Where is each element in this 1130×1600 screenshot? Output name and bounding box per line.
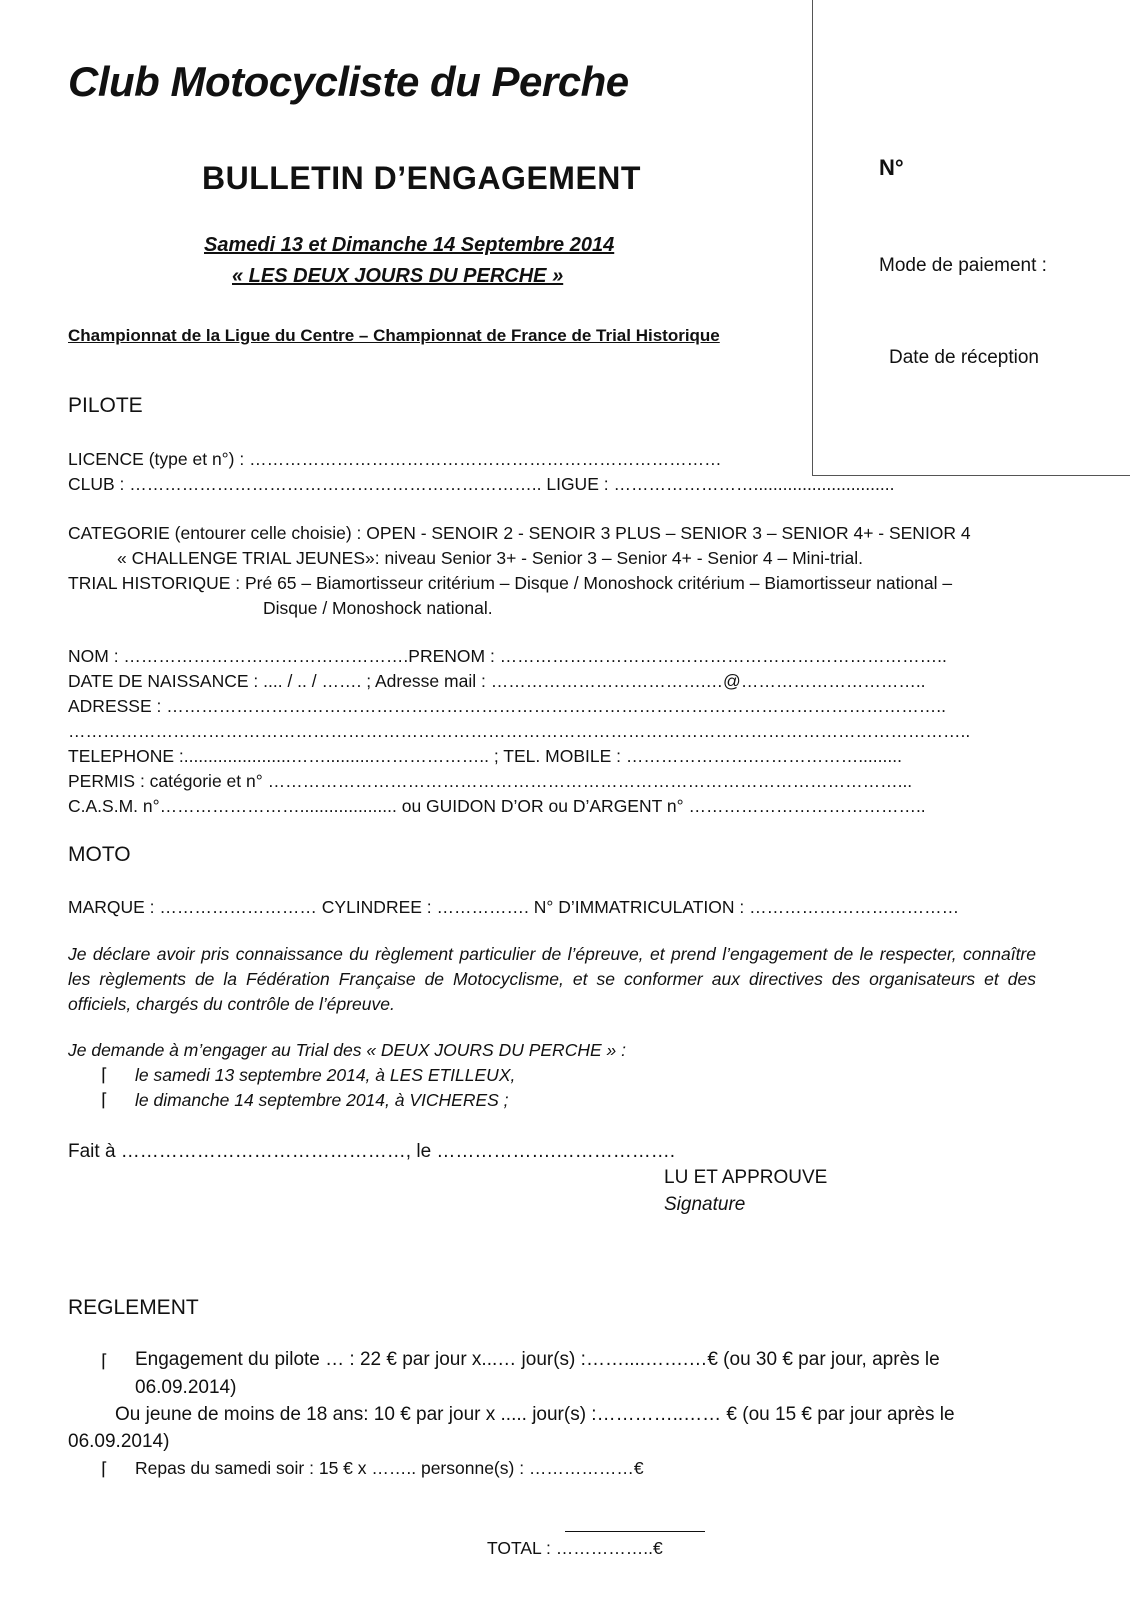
licence-field[interactable]: LICENCE (type et n°) : ……………………………………………………………………… xyxy=(68,449,722,469)
club-ligue-field[interactable]: CLUB : …………………………………………………………….. LIGUE : ……………………............................. xyxy=(68,474,895,494)
casm-field[interactable]: C.A.S.M. n°…………………….................... ou GUIDON D’OR ou D’ARGENT n° ………………………………….. xyxy=(68,796,926,816)
fee-pilote-date: 06.09.2014) xyxy=(135,1377,237,1398)
address-field-2[interactable]: ……………………………………………………………………………………………………………………………………….. xyxy=(68,721,971,741)
trial-historique-line-2: Disque / Monoshock national. xyxy=(263,598,493,618)
event-date: Samedi 13 et Dimanche 14 Septembre 2014 xyxy=(204,234,615,256)
total-rule xyxy=(565,1531,705,1532)
form-title: BULLETIN D’ENGAGEMENT xyxy=(202,160,641,196)
payment-mode-label: Mode de paiement : xyxy=(879,255,1047,276)
checkbox-saturday[interactable]: ⌈ xyxy=(101,1065,109,1085)
section-reglement: REGLEMENT xyxy=(68,1296,199,1319)
section-moto: MOTO xyxy=(68,843,131,866)
club-title: Club Motocycliste du Perche xyxy=(68,58,629,105)
reception-date-label: Date de réception xyxy=(889,347,1039,368)
nom-prenom-field[interactable]: NOM : ………………………………………….PRENOM : ………………………………………………………………….. xyxy=(68,646,947,666)
office-use-box xyxy=(812,0,1130,476)
signature-label: Signature xyxy=(664,1194,746,1215)
checkbox-sunday[interactable]: ⌈ xyxy=(101,1090,109,1110)
permis-field[interactable]: PERMIS : catégorie et n° ………………………………………………………………………………………………... xyxy=(68,771,913,791)
category-line: CATEGORIE (entourer celle choisie) : OPEN - SENOIR 2 - SENOIR 3 PLUS – SENIOR 3 – SENIOR 4+ - SENIOR 4 xyxy=(68,523,971,543)
engagement-intro: Je demande à m’engager au Trial des « DEUX JOURS DU PERCHE » : xyxy=(68,1040,626,1060)
section-pilote: PILOTE xyxy=(68,394,143,417)
registration-number-label: N° xyxy=(879,155,904,180)
day-sunday-label: le dimanche 14 septembre 2014, à VICHERES ; xyxy=(135,1090,509,1110)
challenge-jeunes-line: « CHALLENGE TRIAL JEUNES»: niveau Senior 3+ - Senior 3 – Senior 4+ - Senior 4 – Mini-trial. xyxy=(117,548,864,568)
lu-approuve: LU ET APPROUVE xyxy=(664,1167,828,1188)
event-name: « LES DEUX JOURS DU PERCHE » xyxy=(232,265,564,287)
fee-pilote-line[interactable]: Engagement du pilote … : 22 € par jour x...… jour(s) :……....…….…€ (ou 30 € par jour, après le xyxy=(135,1349,940,1370)
checkbox-repas[interactable]: ⌈ xyxy=(101,1459,109,1479)
repas-line[interactable]: Repas du samedi soir : 15 € x …….. personne(s) : ………………€ xyxy=(135,1458,644,1478)
fait-a-field[interactable]: Fait à ………………………………………, le ……………….………………. xyxy=(68,1141,675,1162)
day-saturday-label: le samedi 13 septembre 2014, à LES ETILLEUX, xyxy=(135,1065,516,1085)
fee-jeune-line[interactable]: Ou jeune de moins de 18 ans: 10 € par jour x ..... jour(s) :…………..…… € (ou 15 € par jour après le xyxy=(115,1404,955,1425)
checkbox-engagement-pilote[interactable]: ⌈ xyxy=(101,1351,109,1371)
trial-historique-line: TRIAL HISTORIQUE : Pré 65 – Biamortisseur critérium – Disque / Monoshock critérium – Biamortisseur national – xyxy=(68,573,953,593)
championship-line: Championnat de la Ligue du Centre – Championnat de France de Trial Historique xyxy=(68,326,720,345)
fee-jeune-date: 06.09.2014) xyxy=(68,1431,170,1452)
address-field[interactable]: ADRESSE : …………………………………………………………………………………………………………………….. xyxy=(68,696,946,716)
birthdate-email-field[interactable]: DATE DE NAISSANCE : .... / .. / ……. ; Adresse mail : ……………………………….…@………………………….. xyxy=(68,671,926,691)
moto-fields[interactable]: MARQUE : ……………………… CYLINDREE : ……………. N° D’IMMATRICULATION : ……………………………… xyxy=(68,897,960,917)
telephone-field[interactable]: TELEPHONE :......................……..........……………….. ; TEL. MOBILE : ………………….………………......... xyxy=(68,746,902,766)
declaration-text: Je déclare avoir pris connaissance du règlement particulier de l’épreuve, et prend l’engagement de le respecter, connaître les règlements de la Fédération Française de Motocyclisme, et se conformer aux directives des organisateurs et des officiels, chargés du contrôle de l’épreuve. xyxy=(68,944,1036,1014)
total-line[interactable]: TOTAL : ……………..€ xyxy=(487,1538,663,1558)
